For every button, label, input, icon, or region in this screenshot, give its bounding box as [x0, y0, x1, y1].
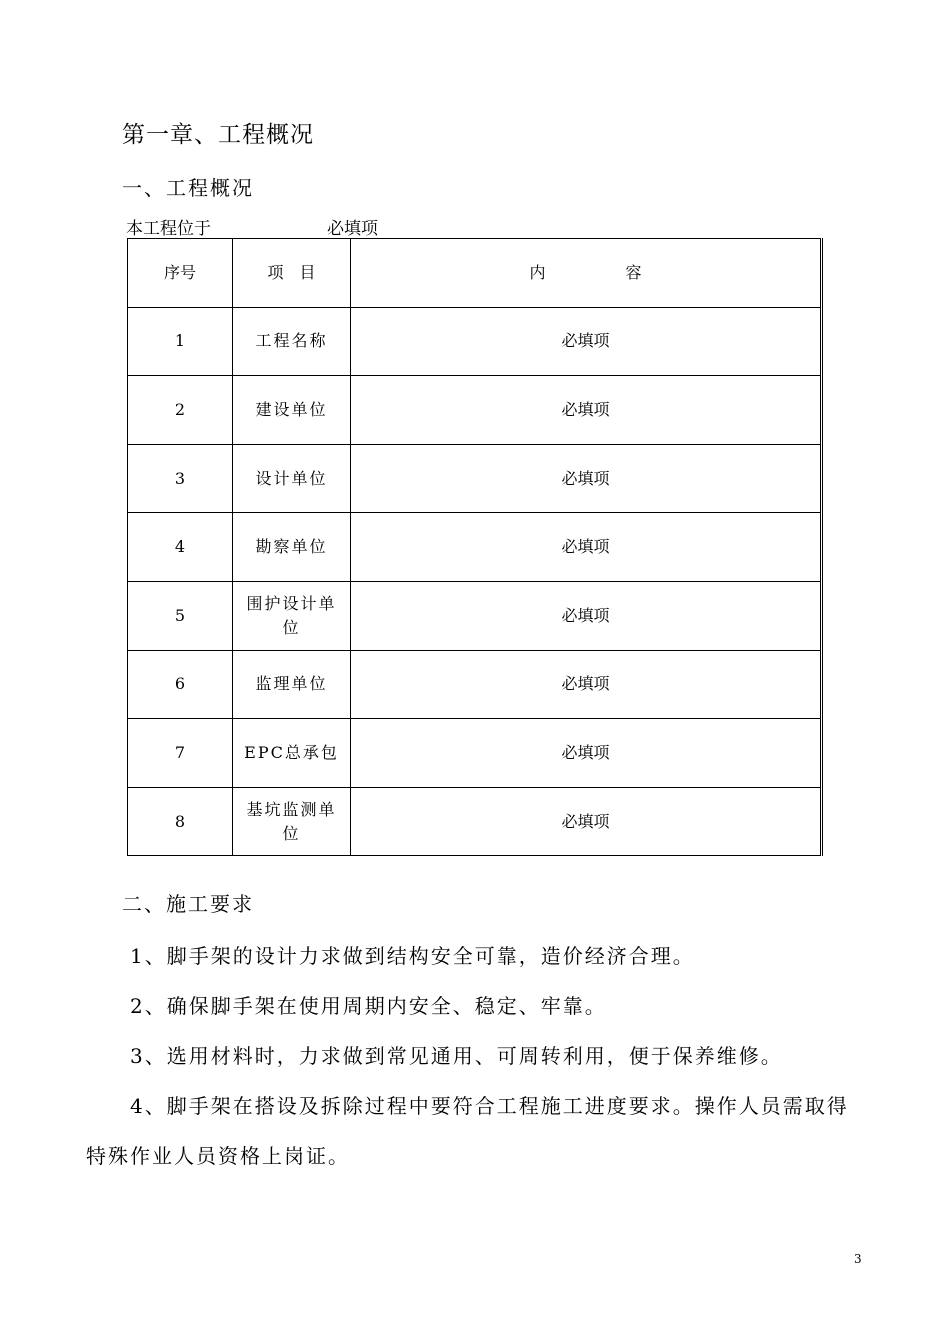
section-title-requirements: 二、施工要求	[122, 892, 254, 916]
requirement-1: 1、脚手架的设计力求做到结构安全可靠，造价经济合理。	[130, 944, 695, 968]
overview-table	[127, 238, 823, 856]
row-item: 围护设计单位	[233, 581, 351, 650]
row-no: 5	[128, 581, 233, 650]
row-no: 6	[128, 650, 233, 719]
row-item: 基坑监测单位	[233, 787, 351, 856]
row-item: 设计单位	[233, 444, 351, 513]
header-content: 内 容	[351, 239, 822, 308]
requirement-4-line-2: 特殊作业人员资格上岗证。	[86, 1144, 350, 1168]
row-no: 8	[128, 787, 233, 856]
table-row	[128, 650, 822, 719]
table-row	[128, 307, 822, 376]
row-no: 7	[128, 719, 233, 788]
table-row	[128, 581, 822, 650]
row-content[interactable]: 必填项	[351, 581, 822, 650]
section-title-overview: 一、工程概况	[122, 176, 254, 200]
table-row	[128, 376, 822, 445]
row-item: 勘察单位	[233, 513, 351, 582]
row-content[interactable]: 必填项	[351, 307, 822, 376]
row-content[interactable]: 必填项	[351, 513, 822, 582]
header-item: 项 目	[233, 239, 351, 308]
table-row	[128, 444, 822, 513]
row-no: 4	[128, 513, 233, 582]
row-content[interactable]: 必填项	[351, 444, 822, 513]
requirement-4-line-1: 4、脚手架在搭设及拆除过程中要符合工程施工进度要求。操作人员需取得	[130, 1094, 849, 1118]
location-prefix: 本工程位于	[126, 219, 211, 239]
requirement-2: 2、确保脚手架在使用周期内安全、稳定、牢靠。	[130, 994, 607, 1018]
row-no: 2	[128, 376, 233, 445]
row-item: 建设单位	[233, 376, 351, 445]
location-middle: 必填项	[327, 219, 378, 239]
table-row	[128, 719, 822, 788]
row-item: 监理单位	[233, 650, 351, 719]
row-item: 工程名称	[233, 307, 351, 376]
row-content[interactable]: 必填项	[351, 719, 822, 788]
row-content[interactable]: 必填项	[351, 376, 822, 445]
row-no: 3	[128, 444, 233, 513]
location-blank-1[interactable]	[211, 216, 327, 239]
row-item: EPC总承包	[233, 719, 351, 788]
requirement-3: 3、选用材料时，力求做到常见通用、可周转利用，便于保养维修。	[130, 1044, 783, 1068]
chapter-title: 第一章、工程概况	[122, 122, 314, 148]
row-no: 1	[128, 307, 233, 376]
location-blank-2[interactable]	[378, 216, 588, 239]
table-row	[128, 513, 822, 582]
table-header-row	[128, 239, 822, 308]
header-no: 序号	[128, 239, 233, 308]
location-line	[126, 214, 588, 238]
row-content[interactable]: 必填项	[351, 787, 822, 856]
table-row	[128, 787, 822, 856]
row-content[interactable]: 必填项	[351, 650, 822, 719]
page-number: 3	[854, 1252, 862, 1266]
